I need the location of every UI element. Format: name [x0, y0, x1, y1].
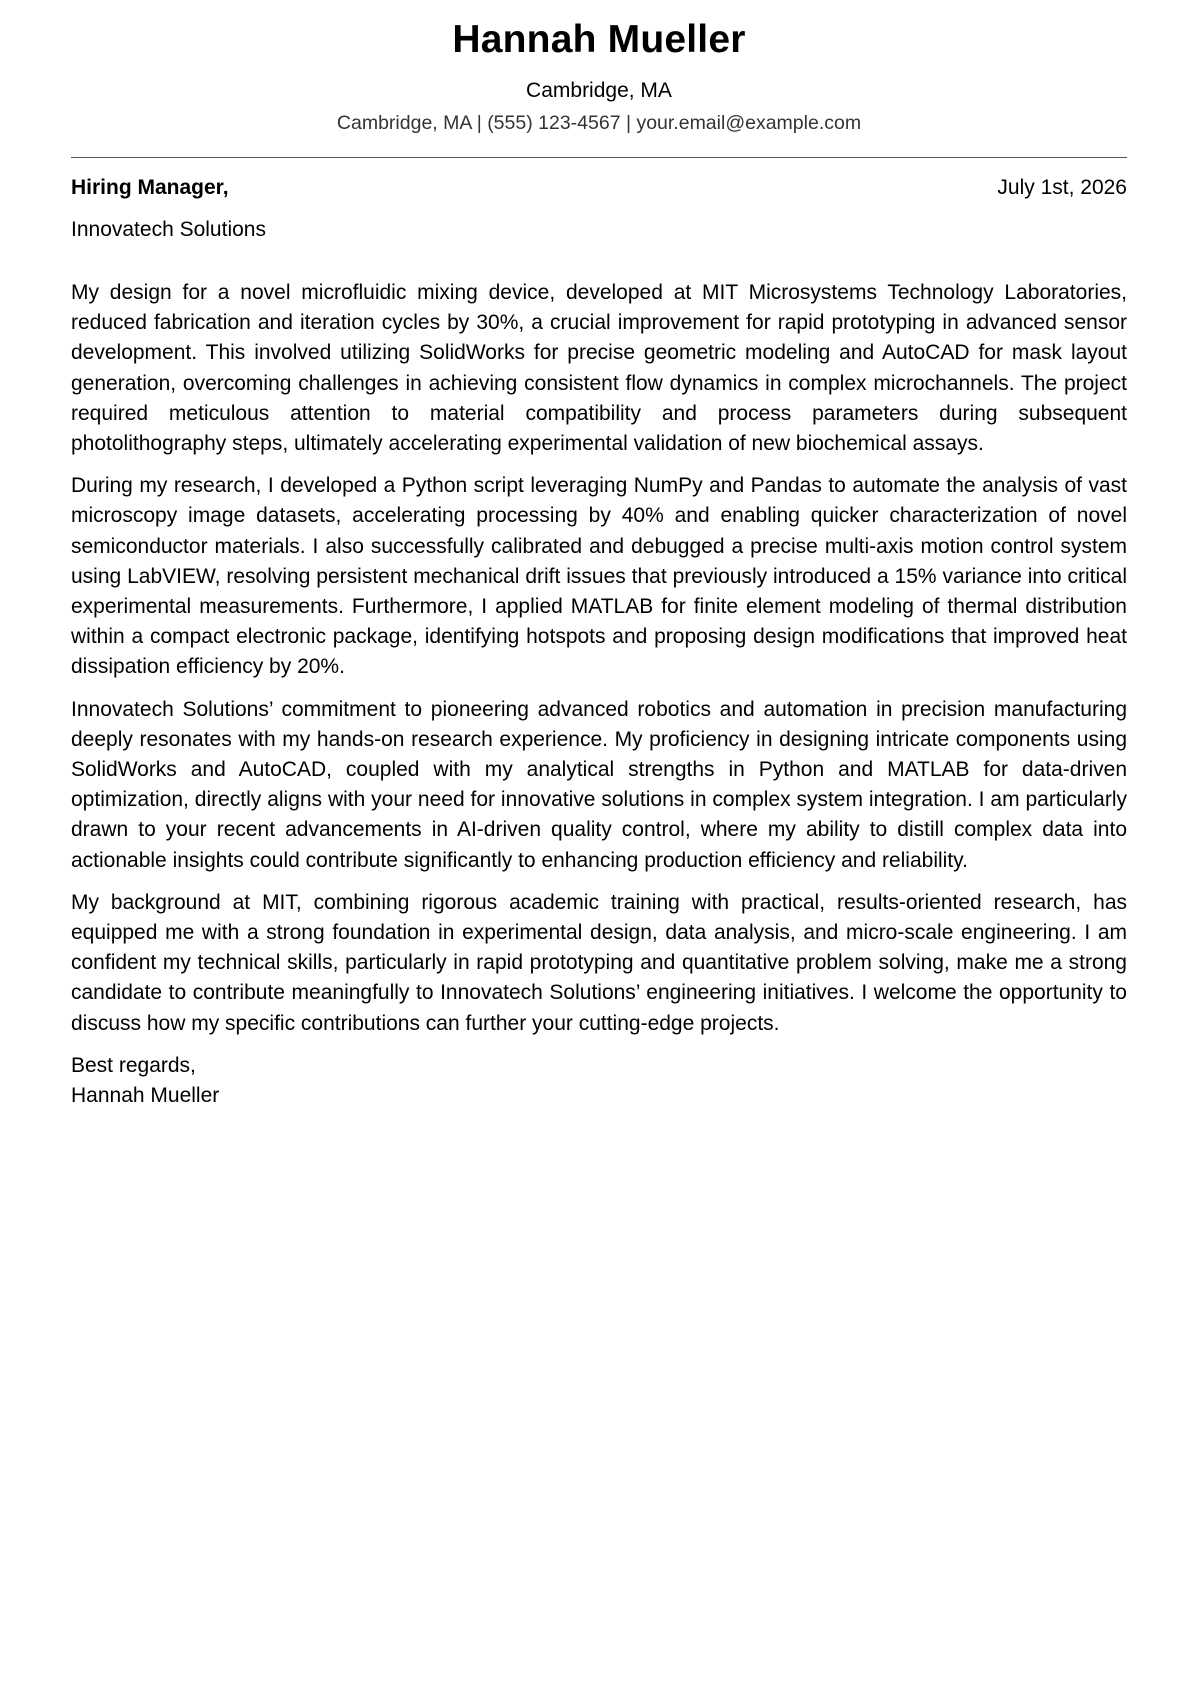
applicant-location: Cambridge, MA	[526, 79, 672, 102]
signature-name: Hannah Mueller	[71, 1083, 220, 1107]
letter-body	[71, 278, 1127, 1039]
recipient-salutation: Hiring Manager,	[71, 176, 229, 199]
recipient-date-row	[71, 173, 1127, 203]
company-name: Innovatech Solutions	[71, 218, 266, 241]
letter-date: July 1st, 2026	[997, 176, 1127, 199]
closing-phrase: Best regards,	[71, 1053, 196, 1077]
body-paragraph: My design for a novel microfluidic mixing device, developed at MIT Microsystems Technology Laboratories, reduced fabrication and iteration cycles by 30%, a crucial improvement for rapid prototyping in advanced sensor development. This involved utilizing SolidWorks for precise geometric modeling and AutoCAD for mask layout generation, overcoming challenges in achieving consistent flow dynamics in complex microchannels. The project required meticulous attention to material compatibility and process parameters during subsequent photolithography steps, ultimately accelerating experimental validation of new biochemical assays.	[71, 281, 1127, 456]
letter-header	[71, 0, 1127, 136]
header-divider	[71, 157, 1127, 158]
cover-letter-page	[71, 0, 1127, 1111]
body-paragraph: Innovatech Solutions’ commitment to pioneering advanced robotics and automation in precision manufacturing deeply resonates with my hands-on research experience. My proficiency in designing intricate components using SolidWorks and AutoCAD, coupled with my analytical strengths in Python and MATLAB for data-driven optimization, directly aligns with your need for innovative solutions in complex system integration. I am particularly drawn to your recent advancements in AI-driven quality control, where my ability to distill complex data into actionable insights could contribute significantly to enhancing production efficiency and reliability.	[71, 697, 1127, 872]
body-paragraph: During my research, I developed a Python script leveraging NumPy and Pandas to automate the analysis of vast microscopy image datasets, accelerating processing by 40% and enabling quicker characterization of novel semiconductor materials. I also successfully calibrated and debugged a precise multi-axis motion control system using LabVIEW, resolving persistent mechanical drift issues that previously introduced a 15% variance into critical experimental measurements. Furthermore, I applied MATLAB for finite element modeling of thermal distribution within a compact electronic package, identifying hotspots and proposing design modifications that improved heat dissipation efficiency by 20%.	[71, 474, 1127, 679]
applicant-name: Hannah Mueller	[452, 18, 746, 61]
contact-line: Cambridge, MA | (555) 123-4567 | your.email@example.com	[336, 112, 862, 134]
body-paragraph: My background at MIT, combining rigorous academic training with practical, results-oriented research, has equipped me with a strong foundation in experimental design, data analysis, and micro-scale engineering. I am confident my technical skills, particularly in rapid prototyping and quantitative problem solving, make me a strong candidate to contribute meaningfully to Innovatech Solutions’ engineering initiatives. I welcome the opportunity to discuss how my specific contributions can further your cutting-edge projects.	[71, 890, 1127, 1035]
letter-closing	[71, 1051, 1127, 1111]
